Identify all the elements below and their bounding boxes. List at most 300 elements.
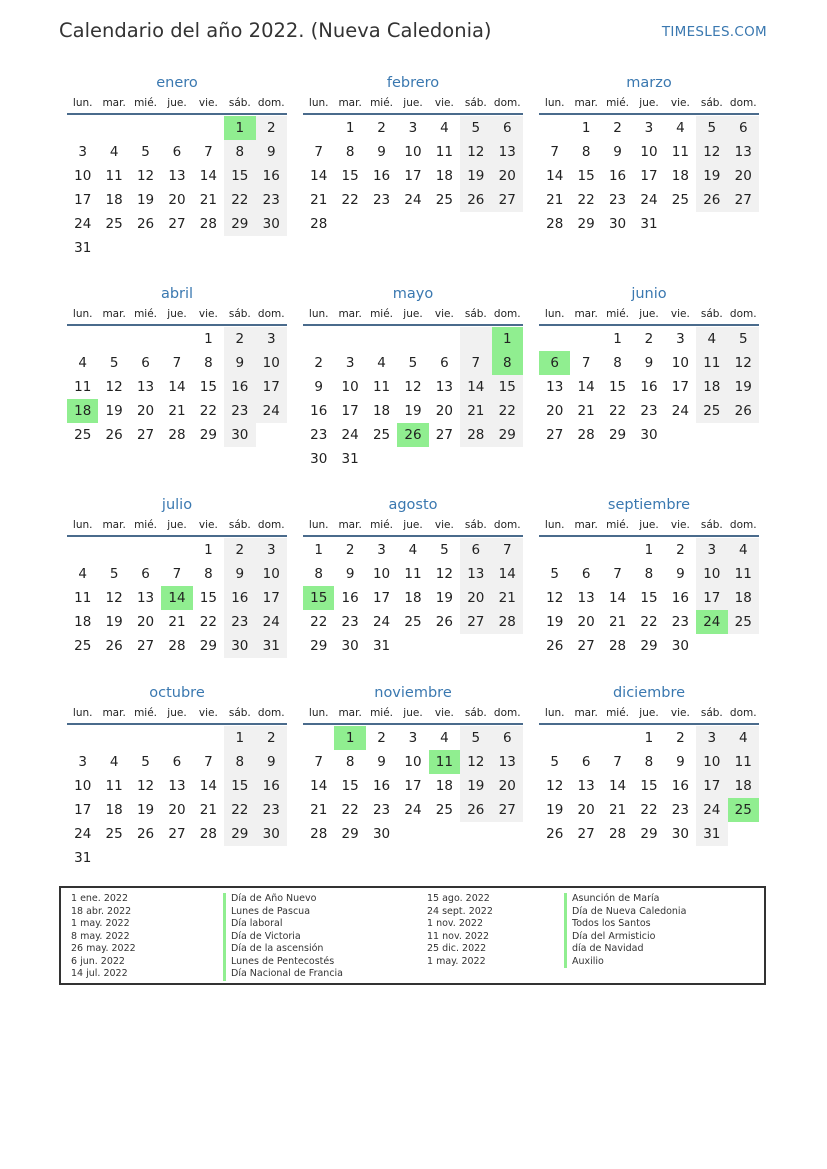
day-cell: 12 xyxy=(546,778,564,794)
legend-date: 1 may. 2022 xyxy=(71,918,130,929)
day-cell: 5 xyxy=(728,327,759,351)
day-cell: 20 xyxy=(577,802,595,818)
empty-day-cell xyxy=(98,846,129,870)
legend-names-right xyxy=(564,893,686,968)
day-cell: 23 xyxy=(224,399,255,423)
day-cell: 24 xyxy=(671,403,689,419)
day-cell: 30 xyxy=(671,638,689,654)
day-cell: 11 xyxy=(728,750,759,774)
day-cell: 26 xyxy=(546,638,564,654)
day-cell: 28 xyxy=(460,423,491,447)
day-cell: 28 xyxy=(199,826,217,842)
day-cell: 1 xyxy=(581,120,591,136)
day-cell: 13 xyxy=(492,750,523,774)
weekday-label: mar. xyxy=(338,519,362,531)
day-cell: 16 xyxy=(256,164,287,188)
day-cell: 7 xyxy=(204,754,213,770)
month-diciembre xyxy=(539,682,759,846)
day-cell: 13 xyxy=(136,379,155,395)
day-cell: 8 xyxy=(224,750,255,774)
weekday-label: sáb. xyxy=(464,519,487,531)
day-cell: 10 xyxy=(256,562,287,586)
day-cell: 25 xyxy=(74,638,92,654)
day-cell: 22 xyxy=(199,614,217,630)
weekday-label: mar. xyxy=(102,308,126,320)
day-cell: 26 xyxy=(105,638,123,654)
day-cell: 25 xyxy=(728,798,759,822)
weekday-label: jue. xyxy=(639,519,659,531)
day-cell: 7 xyxy=(204,144,213,160)
month-marzo xyxy=(539,72,759,236)
day-cell: 9 xyxy=(256,140,287,164)
empty-day-cell xyxy=(460,822,491,846)
weekday-label: vie. xyxy=(434,308,454,320)
month-noviembre xyxy=(303,682,523,846)
day-cell: 16 xyxy=(310,403,328,419)
day-cell: 2 xyxy=(377,120,386,136)
weekday-header xyxy=(67,305,287,326)
month-mayo xyxy=(303,283,523,471)
legend-date: 8 may. 2022 xyxy=(71,930,130,942)
day-cell: 14 xyxy=(168,379,186,395)
page-title: Calendario del año 2022. (Nueva Caledonia) xyxy=(59,19,492,42)
day-cell: 29 xyxy=(341,826,359,842)
day-cell: 25 xyxy=(435,802,453,818)
day-cell: 25 xyxy=(435,192,453,208)
weekday-label: lun. xyxy=(544,707,565,719)
day-cell: 8 xyxy=(204,566,213,582)
day-cell: 8 xyxy=(345,754,355,770)
day-cell: 14 xyxy=(199,778,217,794)
month-name: diciembre xyxy=(612,685,686,701)
weekday-label: vie. xyxy=(670,519,690,531)
legend-date: 6 jun. 2022 xyxy=(71,955,125,967)
day-cell: 28 xyxy=(608,826,627,842)
day-cell: 7 xyxy=(613,754,622,770)
day-cell: 7 xyxy=(613,566,622,582)
day-cell: 10 xyxy=(696,750,727,774)
day-cell: 25 xyxy=(728,610,759,634)
empty-day-cell xyxy=(130,846,161,870)
day-cell: 4 xyxy=(109,754,119,770)
day-cell: 30 xyxy=(372,826,391,842)
day-cell: 6 xyxy=(141,355,150,371)
day-cell: 4 xyxy=(728,726,759,750)
day-cell: 11 xyxy=(372,379,391,395)
day-cell: 27 xyxy=(435,427,453,443)
weekday-header xyxy=(67,704,287,725)
day-cell: 20 xyxy=(546,403,564,419)
weekday-label: sáb. xyxy=(228,519,251,531)
day-cell: 11 xyxy=(105,168,123,184)
empty-day-cell xyxy=(193,726,224,750)
day-cell: 18 xyxy=(404,590,422,606)
day-cell: 18 xyxy=(74,614,92,630)
empty-day-cell xyxy=(460,447,491,471)
empty-day-cell xyxy=(397,327,428,351)
day-cell: 27 xyxy=(168,826,186,842)
day-cell: 26 xyxy=(397,423,428,447)
empty-day-cell xyxy=(303,327,334,351)
day-cell: 16 xyxy=(671,778,689,794)
day-cell: 24 xyxy=(640,192,658,208)
day-cell: 23 xyxy=(608,192,627,208)
day-cell: 13 xyxy=(460,562,491,586)
day-cell: 4 xyxy=(377,355,386,371)
day-cell: 15 xyxy=(199,379,217,395)
day-cell: 9 xyxy=(314,379,323,395)
empty-day-cell xyxy=(161,726,192,750)
day-cell: 23 xyxy=(224,610,255,634)
day-cell: 5 xyxy=(109,566,119,582)
day-cell: 8 xyxy=(204,355,213,371)
day-cell: 19 xyxy=(136,192,155,208)
empty-day-cell xyxy=(67,116,98,140)
weekday-label: mar. xyxy=(102,97,126,109)
day-cell: 1 xyxy=(644,730,654,746)
day-cell: 16 xyxy=(372,778,391,794)
empty-day-cell xyxy=(67,726,98,750)
weekday-label: mié. xyxy=(370,97,394,109)
day-cell: 28 xyxy=(492,610,523,634)
day-cell: 22 xyxy=(640,614,658,630)
day-cell: 8 xyxy=(224,140,255,164)
weekday-label: dom. xyxy=(493,97,521,109)
day-cell: 24 xyxy=(404,802,422,818)
empty-day-cell xyxy=(492,212,523,236)
day-cell: 25 xyxy=(105,826,123,842)
day-cell: 10 xyxy=(256,351,287,375)
empty-day-cell xyxy=(602,538,633,562)
empty-day-cell xyxy=(539,538,570,562)
day-cell: 13 xyxy=(136,590,155,606)
month-name: enero xyxy=(156,75,198,91)
empty-day-cell xyxy=(334,212,365,236)
weekday-label: vie. xyxy=(198,707,218,719)
day-cell: 1 xyxy=(345,120,355,136)
day-cell: 17 xyxy=(696,586,727,610)
empty-day-cell xyxy=(366,447,397,471)
empty-day-cell xyxy=(728,634,759,658)
day-cell: 9 xyxy=(224,351,255,375)
weekday-label: sáb. xyxy=(464,308,487,320)
day-cell: 9 xyxy=(377,144,386,160)
weekday-label: dom. xyxy=(729,519,757,531)
day-cell: 20 xyxy=(492,774,523,798)
day-cell: 5 xyxy=(550,566,559,582)
day-cell: 3 xyxy=(256,538,287,562)
day-cell: 16 xyxy=(640,379,658,395)
day-cell: 3 xyxy=(78,754,87,770)
weekday-label: mié. xyxy=(606,519,630,531)
day-cell: 17 xyxy=(341,403,359,419)
day-cell: 11 xyxy=(696,351,727,375)
day-cell: 2 xyxy=(676,730,685,746)
day-cell: 12 xyxy=(435,566,453,582)
empty-day-cell xyxy=(460,634,491,658)
empty-day-cell xyxy=(130,327,161,351)
day-cell: 1 xyxy=(204,331,213,347)
weekday-label: vie. xyxy=(434,519,454,531)
day-cell: 5 xyxy=(460,116,491,140)
day-cell: 15 xyxy=(303,586,334,610)
day-cell: 15 xyxy=(224,774,255,798)
weekday-label: sáb. xyxy=(464,707,487,719)
day-cell: 30 xyxy=(341,638,359,654)
empty-day-cell xyxy=(429,634,460,658)
day-cell: 6 xyxy=(172,754,182,770)
empty-day-cell xyxy=(696,634,727,658)
empty-day-cell xyxy=(492,822,523,846)
day-cell: 8 xyxy=(314,566,323,582)
day-cell: 29 xyxy=(492,423,523,447)
day-cell: 7 xyxy=(314,144,323,160)
empty-day-cell xyxy=(397,822,428,846)
day-cell: 15 xyxy=(199,590,217,606)
weekday-label: jue. xyxy=(167,519,187,531)
day-cell: 7 xyxy=(550,144,559,160)
day-cell: 17 xyxy=(74,802,92,818)
day-cell: 6 xyxy=(440,355,449,371)
day-cell: 23 xyxy=(310,427,328,443)
month-enero xyxy=(67,72,287,260)
day-cell: 23 xyxy=(671,802,689,818)
day-cell: 24 xyxy=(372,614,391,630)
day-cell: 13 xyxy=(168,168,186,184)
day-cell: 23 xyxy=(640,403,658,419)
day-cell: 18 xyxy=(372,403,391,419)
day-cell: 21 xyxy=(199,192,217,208)
day-cell: 5 xyxy=(440,542,449,558)
day-cell: 3 xyxy=(256,327,287,351)
day-cell: 15 xyxy=(640,778,658,794)
day-cell: 19 xyxy=(404,403,422,419)
weekday-header xyxy=(539,704,759,725)
day-cell: 15 xyxy=(341,778,359,794)
weekday-label: mié. xyxy=(134,97,158,109)
month-agosto xyxy=(303,494,523,658)
day-cell: 28 xyxy=(310,826,328,842)
weekday-label: sáb. xyxy=(228,308,251,320)
empty-day-cell xyxy=(570,538,601,562)
day-cell: 11 xyxy=(728,562,759,586)
empty-day-cell xyxy=(130,116,161,140)
day-cell: 21 xyxy=(310,192,328,208)
day-cell: 9 xyxy=(613,144,622,160)
legend-date: 26 may. 2022 xyxy=(71,943,136,954)
legend-date: 15 ago. 2022 xyxy=(427,893,490,904)
day-cell: 16 xyxy=(372,168,391,184)
empty-day-cell xyxy=(570,327,601,351)
weekday-label: jue. xyxy=(167,707,187,719)
legend-holiday-name: día de Navidad xyxy=(564,943,686,956)
weekday-label: sáb. xyxy=(700,308,723,320)
weekday-header xyxy=(303,305,523,326)
empty-day-cell xyxy=(429,327,460,351)
weekday-header xyxy=(303,94,523,115)
legend-date: 25 dic. 2022 xyxy=(427,943,487,954)
empty-day-cell xyxy=(256,423,287,447)
site-logo-link[interactable]: TIMESLES.COM xyxy=(661,24,767,40)
day-cell: 14 xyxy=(199,168,217,184)
day-cell: 3 xyxy=(345,355,355,371)
weekday-label: lun. xyxy=(72,97,93,109)
legend-date: 11 nov. 2022 xyxy=(427,930,490,942)
day-cell: 17 xyxy=(256,586,287,610)
day-cell: 13 xyxy=(492,140,523,164)
weekday-label: vie. xyxy=(434,707,454,719)
day-cell: 1 xyxy=(204,542,213,558)
day-cell: 31 xyxy=(256,634,287,658)
day-grid xyxy=(67,726,287,870)
day-cell: 16 xyxy=(256,774,287,798)
day-cell: 21 xyxy=(577,403,595,419)
day-cell: 20 xyxy=(136,403,155,419)
legend-names-left xyxy=(223,893,343,981)
day-cell: 5 xyxy=(696,116,727,140)
day-cell: 12 xyxy=(105,379,123,395)
empty-day-cell xyxy=(98,726,129,750)
day-cell: 12 xyxy=(136,778,155,794)
legend-holiday-name: Asunción de María xyxy=(564,893,686,906)
day-cell: 18 xyxy=(105,802,123,818)
day-cell: 4 xyxy=(109,144,119,160)
empty-day-cell xyxy=(570,726,601,750)
legend-date: 1 may. 2022 xyxy=(427,955,486,967)
day-cell: 27 xyxy=(492,188,523,212)
weekday-label: sáb. xyxy=(464,97,487,109)
day-cell: 3 xyxy=(408,730,418,746)
day-grid xyxy=(303,726,523,846)
day-cell: 14 xyxy=(310,168,328,184)
day-cell: 9 xyxy=(676,566,685,582)
day-cell: 1 xyxy=(613,331,622,347)
day-cell: 30 xyxy=(224,423,255,447)
day-cell: 26 xyxy=(696,188,727,212)
weekday-header xyxy=(303,704,523,725)
day-cell: 27 xyxy=(577,638,595,654)
day-cell: 28 xyxy=(168,638,186,654)
day-cell: 6 xyxy=(492,116,523,140)
day-cell: 13 xyxy=(577,778,595,794)
day-cell: 20 xyxy=(168,192,186,208)
weekday-label: jue. xyxy=(639,308,659,320)
weekday-label: sáb. xyxy=(700,519,723,531)
day-cell: 3 xyxy=(696,538,727,562)
day-cell: 17 xyxy=(404,778,422,794)
day-cell: 21 xyxy=(168,614,186,630)
weekday-header xyxy=(67,94,287,115)
day-cell: 13 xyxy=(435,379,453,395)
legend-date: 24 sept. 2022 xyxy=(427,905,493,917)
weekday-label: mié. xyxy=(370,519,394,531)
day-cell: 12 xyxy=(404,379,422,395)
empty-day-cell xyxy=(492,634,523,658)
day-cell: 21 xyxy=(310,802,328,818)
day-cell: 6 xyxy=(539,351,570,375)
weekday-label: lun. xyxy=(544,519,565,531)
empty-day-cell xyxy=(429,212,460,236)
day-cell: 19 xyxy=(435,590,453,606)
day-cell: 19 xyxy=(728,375,759,399)
empty-day-cell xyxy=(161,846,192,870)
day-cell: 16 xyxy=(671,590,689,606)
day-cell: 5 xyxy=(109,355,119,371)
day-cell: 14 xyxy=(161,586,192,610)
day-cell: 16 xyxy=(608,168,627,184)
weekday-label: vie. xyxy=(198,519,218,531)
day-cell: 21 xyxy=(199,802,217,818)
day-cell: 2 xyxy=(345,542,355,558)
empty-day-cell xyxy=(161,236,192,260)
month-name: agosto xyxy=(388,497,438,513)
day-cell: 8 xyxy=(644,754,654,770)
day-cell: 12 xyxy=(460,140,491,164)
day-cell: 20 xyxy=(728,164,759,188)
weekday-label: vie. xyxy=(198,97,218,109)
day-cell: 23 xyxy=(256,798,287,822)
day-cell: 5 xyxy=(408,355,418,371)
day-cell: 26 xyxy=(136,826,155,842)
day-grid xyxy=(67,116,287,260)
day-cell: 27 xyxy=(136,427,155,443)
weekday-label: mié. xyxy=(606,707,630,719)
day-cell: 14 xyxy=(608,590,627,606)
weekday-label: vie. xyxy=(434,97,454,109)
day-cell: 15 xyxy=(341,168,359,184)
day-cell: 10 xyxy=(640,144,658,160)
day-cell: 1 xyxy=(334,726,365,750)
empty-day-cell xyxy=(303,726,334,750)
day-cell: 2 xyxy=(256,726,287,750)
empty-day-cell xyxy=(224,846,255,870)
day-cell: 28 xyxy=(608,638,627,654)
day-cell: 10 xyxy=(404,754,422,770)
day-grid xyxy=(539,327,759,447)
day-cell: 19 xyxy=(546,802,564,818)
legend-holiday-name: Lunes de Pascua xyxy=(223,906,343,919)
month-name: noviembre xyxy=(374,685,452,701)
weekday-label: jue. xyxy=(639,707,659,719)
day-cell: 19 xyxy=(460,164,491,188)
weekday-label: lun. xyxy=(72,707,93,719)
weekday-label: mar. xyxy=(574,97,598,109)
day-cell: 18 xyxy=(67,399,98,423)
weekday-label: mié. xyxy=(134,707,158,719)
day-cell: 26 xyxy=(546,826,564,842)
day-cell: 8 xyxy=(492,351,523,375)
day-cell: 27 xyxy=(168,216,186,232)
day-cell: 18 xyxy=(696,375,727,399)
weekday-label: lun. xyxy=(72,519,93,531)
day-cell: 16 xyxy=(224,375,255,399)
weekday-label: mié. xyxy=(606,308,630,320)
day-cell: 21 xyxy=(492,586,523,610)
day-cell: 6 xyxy=(460,538,491,562)
legend-dates-right xyxy=(427,893,493,968)
day-cell: 29 xyxy=(577,216,595,232)
weekday-label: mié. xyxy=(134,519,158,531)
empty-day-cell xyxy=(98,538,129,562)
empty-day-cell xyxy=(161,116,192,140)
day-cell: 2 xyxy=(613,120,622,136)
empty-day-cell xyxy=(539,327,570,351)
day-cell: 23 xyxy=(671,614,689,630)
empty-day-cell xyxy=(397,634,428,658)
empty-day-cell xyxy=(98,116,129,140)
day-cell: 20 xyxy=(492,164,523,188)
day-cell: 11 xyxy=(74,590,92,606)
